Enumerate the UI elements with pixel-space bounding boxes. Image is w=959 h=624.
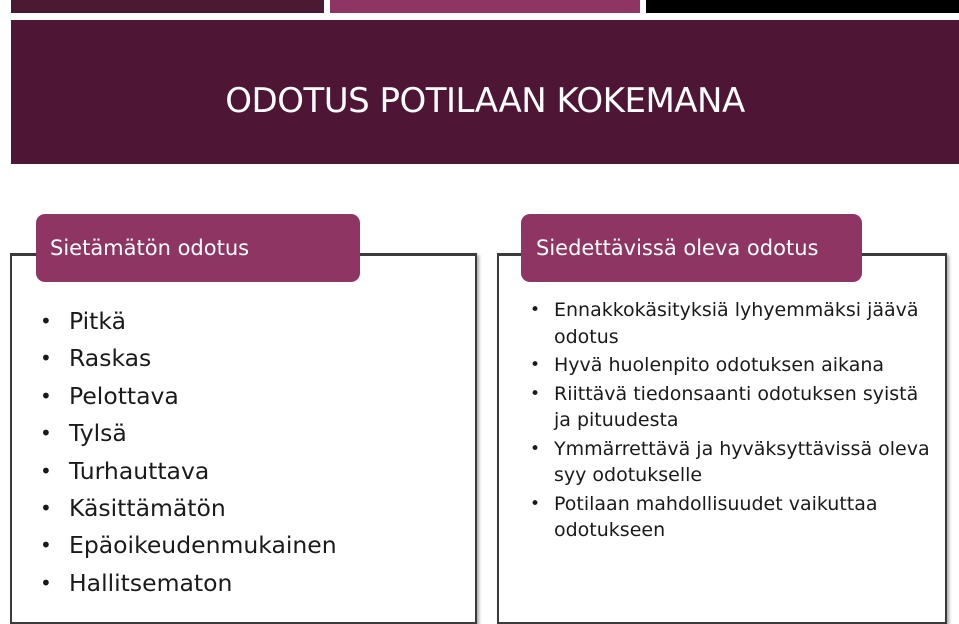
top-accent-bar-dark: [11, 0, 324, 13]
list-item: • Ymmärrettävä ja hyväksyttävissä oleva syy odotukselle: [530, 436, 930, 489]
top-accent-bar-black: [646, 0, 959, 13]
list-item: • Hyvä huolenpito odotuksen aikana: [530, 352, 930, 379]
list-item: • Käsittämätön: [40, 490, 337, 527]
right-panel-heading: Siedettävissä oleva odotus: [521, 214, 862, 282]
list-item: • Riittävä tiedonsaanti odotuksen syistä ja pituudesta: [530, 381, 930, 434]
list-item: • Ennakkokäsityksiä lyhyemmäksi jäävä odotus: [530, 297, 930, 350]
list-item: • Pelottava: [40, 378, 337, 415]
left-bullet-list: [40, 303, 337, 602]
list-item: • Hallitsematon: [40, 565, 337, 602]
top-accent-bar-mid: [330, 0, 640, 13]
slide-title: ODOTUS POTILAAN KOKEMANA: [225, 81, 745, 121]
list-item: • Tylsä: [40, 415, 337, 452]
list-item: • Raskas: [40, 340, 337, 377]
list-item: • Turhauttava: [40, 453, 337, 490]
list-item: • Potilaan mahdollisuudet vaikuttaa odotukseen: [530, 491, 930, 544]
right-bullet-list: [530, 297, 930, 546]
list-item: • Pitkä: [40, 303, 337, 340]
list-item: • Epäoikeudenmukainen: [40, 527, 337, 564]
title-banner: [11, 20, 959, 164]
left-panel-heading: Sietämätön odotus: [36, 214, 360, 282]
